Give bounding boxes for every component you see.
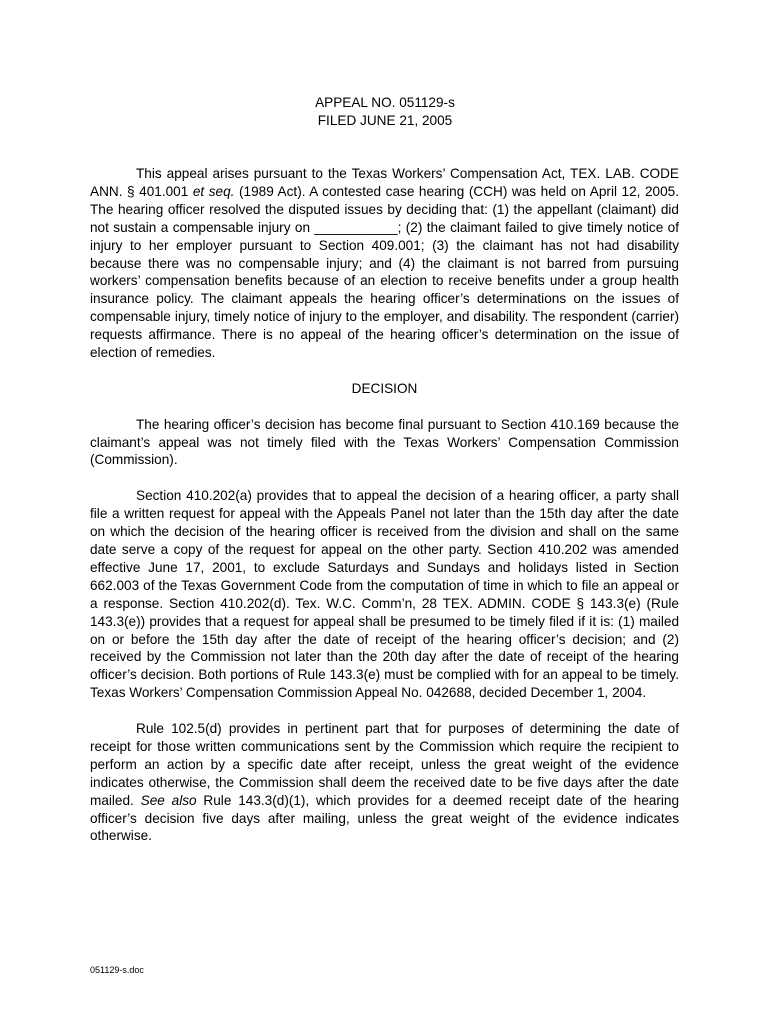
document-body (90, 165, 679, 863)
rule-102-5-paragraph (90, 720, 679, 845)
intro-text-part1: This appeal arises pursuant to the Texas Workers’ Compensation Act, TEX. LAB. CODE ANN. § 401.001 (90, 166, 679, 199)
appeal-number: APPEAL NO. 051129-s (315, 95, 455, 110)
filed-date: FILED JUNE 21, 2005 (317, 112, 453, 128)
rule-text-part2: Rule 143.3(d)(1), which provides for a deemed receipt date of the hearing officer’s decision five days after mailing, unless the great weight of the evidence indicates otherwise. (90, 792, 679, 844)
decision-paragraph: The hearing officer’s decision has become final pursuant to Section 410.169 because the claimant’s appeal was not timely filed with the Texas Workers’ Compensation Commission (Commission). (90, 416, 679, 468)
intro-text-part2: (1989 Act). A contested case hearing (CCH) was held on April 12, 2005. The hearing officer resolved the disputed issues by deciding that: (1) the appellant (claimant) did not sustain a compensable injury on ___________; (2) the claimant failed to give timely notice of injury to her employer pursuant to Section 409.001; (3) the claimant has not had disability because there was no compensable injury; and (4) the claimant is not barred from pursuing workers’ compensation benefits because of an election to receive benefits under a group health insurance policy. The claimant appeals the hearing officer’s determinations on the issues of compensable injury, timely notice of injury to the employer, and disability. The respondent (carrier) requests affirmance. There is no appeal of the hearing officer’s determination on the issue of election of remedies. (90, 183, 680, 361)
intro-et-seq: et seq. (192, 183, 235, 199)
intro-paragraph (90, 165, 679, 362)
rule-text-part1: Rule 102.5(d) provides in pertinent part that for purposes of determining the date of receipt for those written communications sent by the Commission which require the recipient to perform an action by a specific date after receipt, unless the great weight of the evidence indicates otherwise, the Commission shall deem the received date to be five days after the date mailed. (90, 721, 679, 808)
section-410-202-paragraph: Section 410.202(a) provides that to appeal the decision of a hearing officer, a party shall file a written request for appeal with the Appeals Panel not later than the 15th day after the date on which the decision of the hearing officer is received from the division and shall on the same date serve a copy of the request for appeal on the other party. Section 410.202 was amended effective June 17, 2001, to exclude Saturdays and Sundays and holidays listed in Section 662.003 of the Texas Government Code from the computation of time in which to file an appeal or a response. Section 410.202(d). Tex. W.C. Comm’n, 28 TEX. ADMIN. CODE § 143.3(e) (Rule 143.3(e)) provides that a request for appeal shall be presumed to be timely filed if it is: (1) mailed on or before the 15th day after the date of receipt of the hearing officer’s decision; and (2) received by the Commission not later than the 20th day after the date of receipt of the hearing officer’s decision. Both portions of Rule 143.3(e) must be complied with for an appeal to be timely. Texas Workers’ Compensation Commission Appeal No. 042688, decided December 1, 2004. (90, 488, 679, 701)
rule-see-also: See also (140, 792, 197, 808)
decision-heading: DECISION (351, 380, 418, 396)
footer-filename: 051129-s.doc (90, 965, 144, 975)
document-header (0, 94, 770, 130)
